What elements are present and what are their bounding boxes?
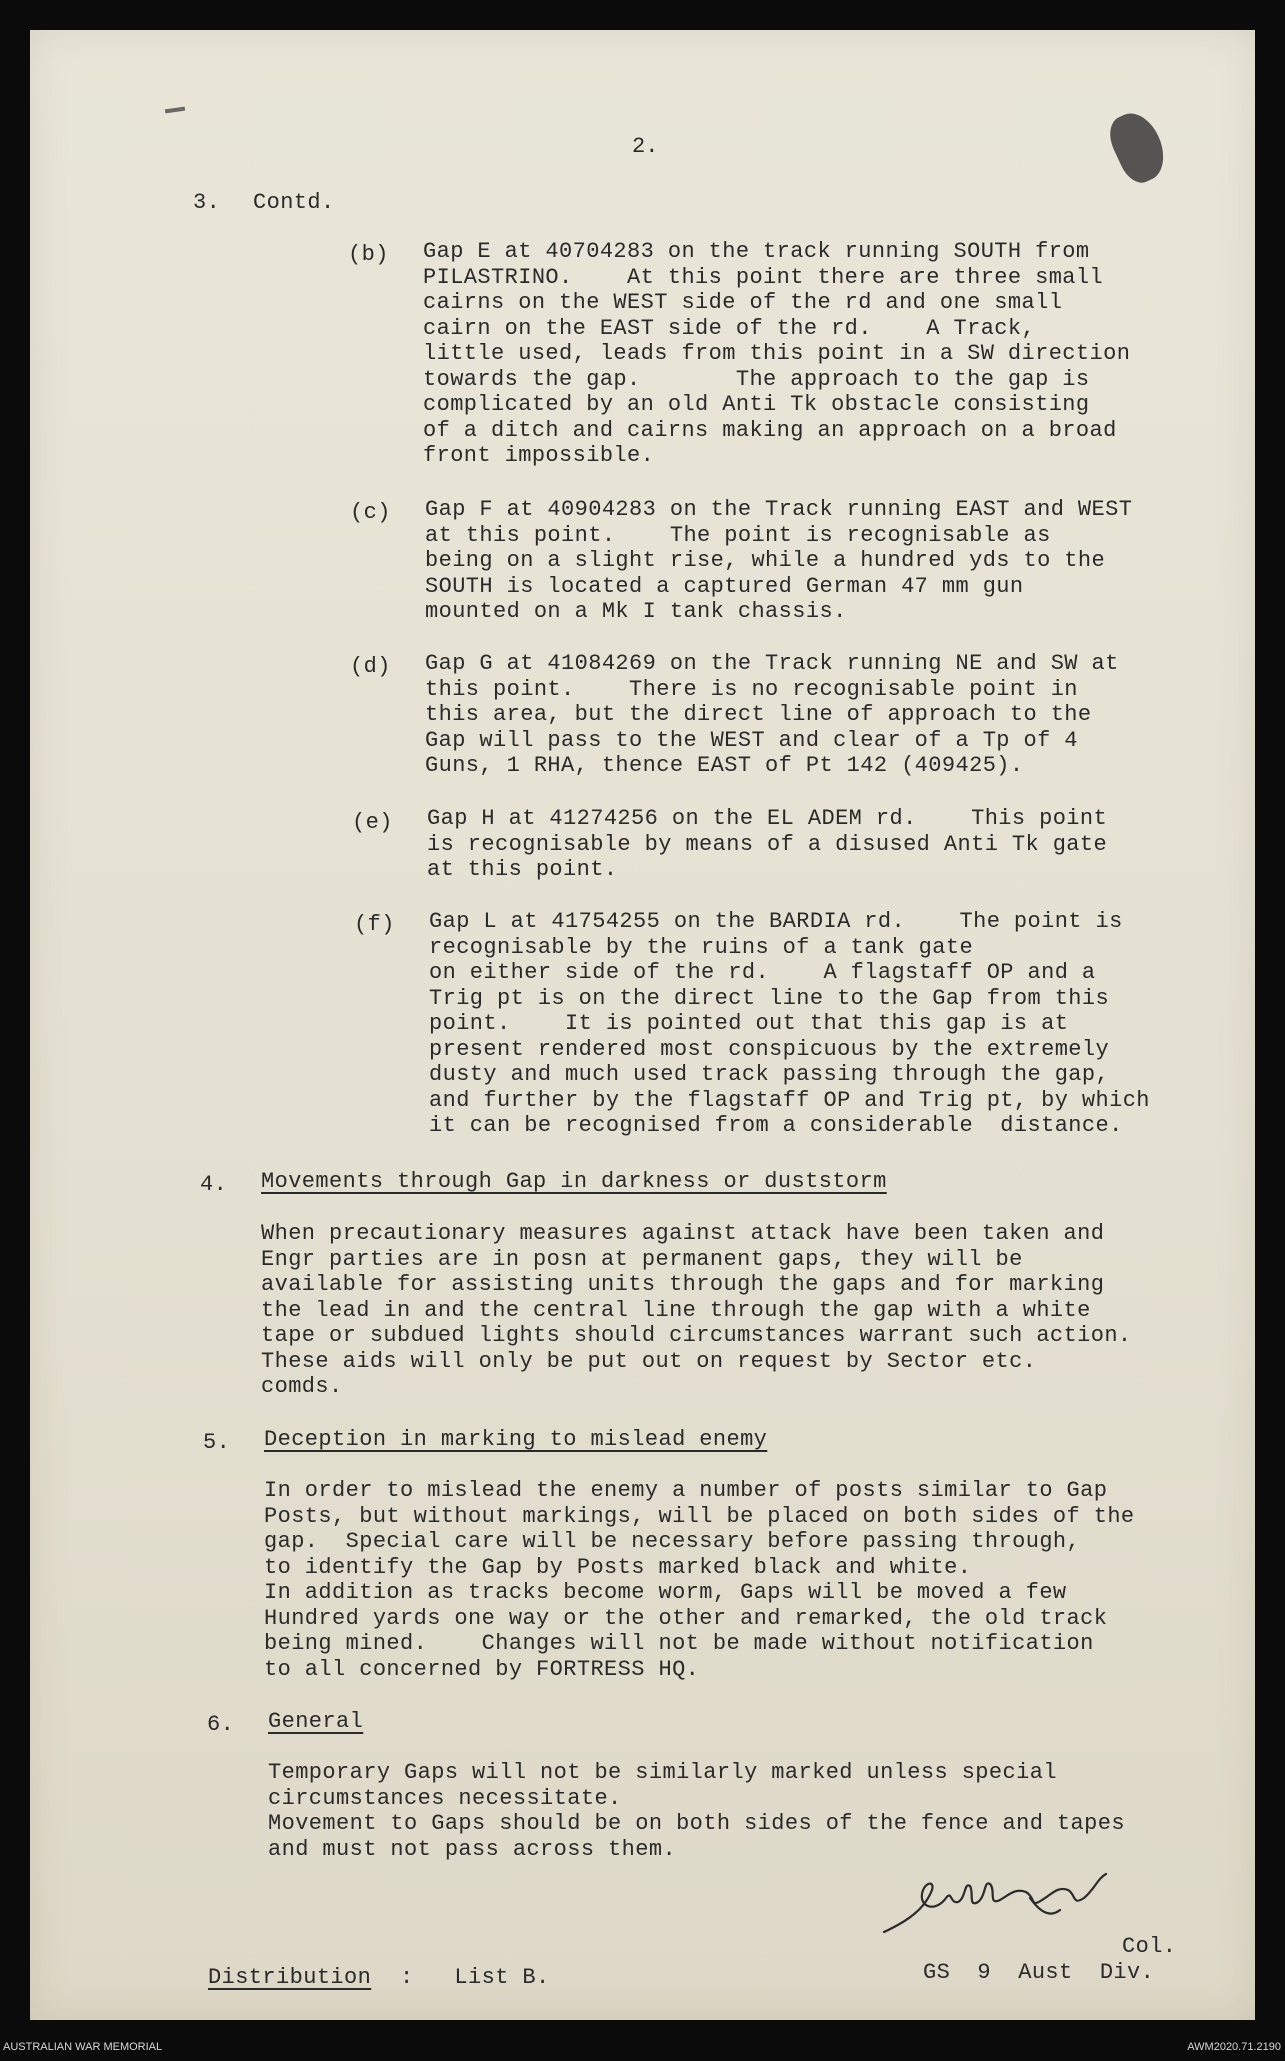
- section-4-text: [261, 1221, 1132, 1400]
- text-line: Temporary Gaps will not be similarly marked unless special: [268, 1760, 1057, 1785]
- item-c-text: [425, 497, 1132, 625]
- text-line: and further by the flagstaff OP and Trig pt, by which: [429, 1087, 1150, 1113]
- text-line: towards the gap. The approach to the gap is: [423, 366, 1090, 392]
- text-line: Gap H at 41274256 on the EL ADEM rd. This point: [427, 806, 1108, 831]
- text-line: These aids will only be put out on request by Sector etc.: [261, 1348, 1037, 1374]
- item-f-label: (f): [354, 912, 395, 937]
- text-line: is recognisable by means of a disused Anti Tk gate: [427, 831, 1108, 857]
- text-line: of a ditch and cairns making an approach on a broad: [423, 417, 1117, 443]
- signature-appointment: GS 9 Aust Div.: [923, 1960, 1155, 1985]
- signature-rank: Col.: [1122, 1934, 1177, 1959]
- item-f-text: [429, 909, 1150, 1139]
- text-line: little used, leads from this point in a SW direction: [423, 341, 1131, 366]
- item-d-label: (d): [350, 654, 391, 679]
- text-line: on either side of the rd. A flagstaff OP and a: [429, 960, 1096, 985]
- text-line: Engr parties are in posn at permanent gaps, they will be: [261, 1246, 1023, 1272]
- item-b-text: [423, 239, 1130, 469]
- archive-footer-left: AUSTRALIAN WAR MEMORIAL: [3, 2041, 163, 2053]
- archive-footer-right: AWM2020.71.2190: [1187, 2041, 1281, 2053]
- text-line: Guns, 1 RHA, thence EAST of Pt 142 (409425).: [425, 753, 1024, 778]
- text-line: Gap will pass to the WEST and clear of a Tp of 4: [425, 727, 1078, 753]
- text-line: front impossible.: [423, 443, 655, 468]
- text-line: Gap L at 41754255 on the BARDIA rd. The point is: [429, 909, 1123, 934]
- section-6-number: 6.: [207, 1712, 235, 1737]
- item-c-label: (c): [350, 500, 391, 525]
- section-3-number: 3.: [193, 190, 221, 215]
- text-line: at this point. The point is recognisable as: [425, 522, 1051, 548]
- text-line: mounted on a Mk I tank chassis.: [425, 599, 847, 624]
- text-line: this area, but the direct line of approach to the: [425, 702, 1092, 727]
- text-line: available for assisting units through the gaps and for marking: [261, 1272, 1105, 1297]
- distribution-label: Distribution: [208, 1965, 372, 1990]
- text-line: circumstances necessitate.: [268, 1785, 622, 1811]
- section-4-title: Movements through Gap in darkness or duststorm: [261, 1169, 887, 1194]
- text-line: dusty and much used track passing through the gap,: [429, 1062, 1110, 1087]
- text-line: to identify the Gap by Posts marked black and white.: [264, 1554, 972, 1580]
- item-e-label: (e): [352, 810, 393, 835]
- section-5-number: 5.: [203, 1430, 231, 1455]
- item-e-text: [427, 806, 1107, 883]
- text-line: it can be recognised from a considerable distance.: [429, 1113, 1123, 1138]
- section-3-label: Contd.: [253, 190, 335, 215]
- text-line: Hundred yards one way or the other and remarked, the old track: [264, 1605, 1108, 1631]
- item-d-text: [425, 651, 1119, 779]
- text-line: to all concerned by FORTRESS HQ.: [264, 1656, 700, 1682]
- page-number: 2.: [632, 134, 659, 159]
- text-line: PILASTRINO. At this point there are three small: [423, 264, 1104, 290]
- text-line: gap. Special care will be necessary before passing through,: [264, 1529, 1081, 1554]
- text-line: at this point.: [427, 857, 618, 882]
- text-line: Gap F at 40904283 on the Track running EAST and WEST: [425, 497, 1133, 522]
- text-line: Posts, but without markings, will be placed on both sides of the: [264, 1503, 1135, 1529]
- text-line: being on a slight rise, while a hundred yds to the: [425, 548, 1106, 573]
- section-5-text: [264, 1478, 1135, 1682]
- text-line: In order to mislead the enemy a number of posts similar to Gap: [264, 1478, 1108, 1503]
- text-line: complicated by an old Anti Tk obstacle consisting: [423, 392, 1090, 417]
- section-5-title: Deception in marking to mislead enemy: [264, 1427, 768, 1452]
- text-line: comds.: [261, 1374, 343, 1399]
- text-line: SOUTH is located a captured German 47 mm gun: [425, 573, 1024, 599]
- text-line: present rendered most conspicuous by the extremely: [429, 1036, 1110, 1062]
- text-line: recognisable by the ruins of a tank gate: [429, 934, 974, 960]
- text-line: cairns on the WEST side of the rd and one small: [423, 290, 1063, 315]
- handwritten-signature: [880, 1868, 1160, 1938]
- text-line: In addition as tracks become worm, Gaps will be moved a few: [264, 1580, 1067, 1605]
- section-6-text: [268, 1760, 1125, 1862]
- text-line: and must not pass across them.: [268, 1836, 677, 1862]
- text-line: this point. There is no recognisable point in: [425, 676, 1078, 702]
- section-4-number: 4.: [200, 1172, 228, 1197]
- text-line: tape or subdued lights should circumstances warrant such action.: [261, 1323, 1132, 1348]
- text-line: cairn on the EAST side of the rd. A Track,: [423, 315, 1036, 341]
- text-line: Gap G at 41084269 on the Track running NE and SW at: [425, 651, 1119, 676]
- text-line: being mined. Changes will not be made without notification: [264, 1631, 1094, 1656]
- text-line: Gap E at 40704283 on the track running SOUTH from: [423, 239, 1090, 264]
- text-line: Movement to Gaps should be on both sides of the fence and tapes: [268, 1811, 1125, 1836]
- text-line: point. It is pointed out that this gap is at: [429, 1011, 1069, 1036]
- text-line: Trig pt is on the direct line to the Gap from this: [429, 985, 1110, 1011]
- item-b-label: (b): [348, 242, 389, 267]
- text-line: the lead in and the central line through the gap with a white: [261, 1297, 1091, 1323]
- distribution-value: : List B.: [400, 1965, 550, 1990]
- section-6-title: General: [268, 1709, 364, 1734]
- text-line: When precautionary measures against attack have been taken and: [261, 1221, 1105, 1246]
